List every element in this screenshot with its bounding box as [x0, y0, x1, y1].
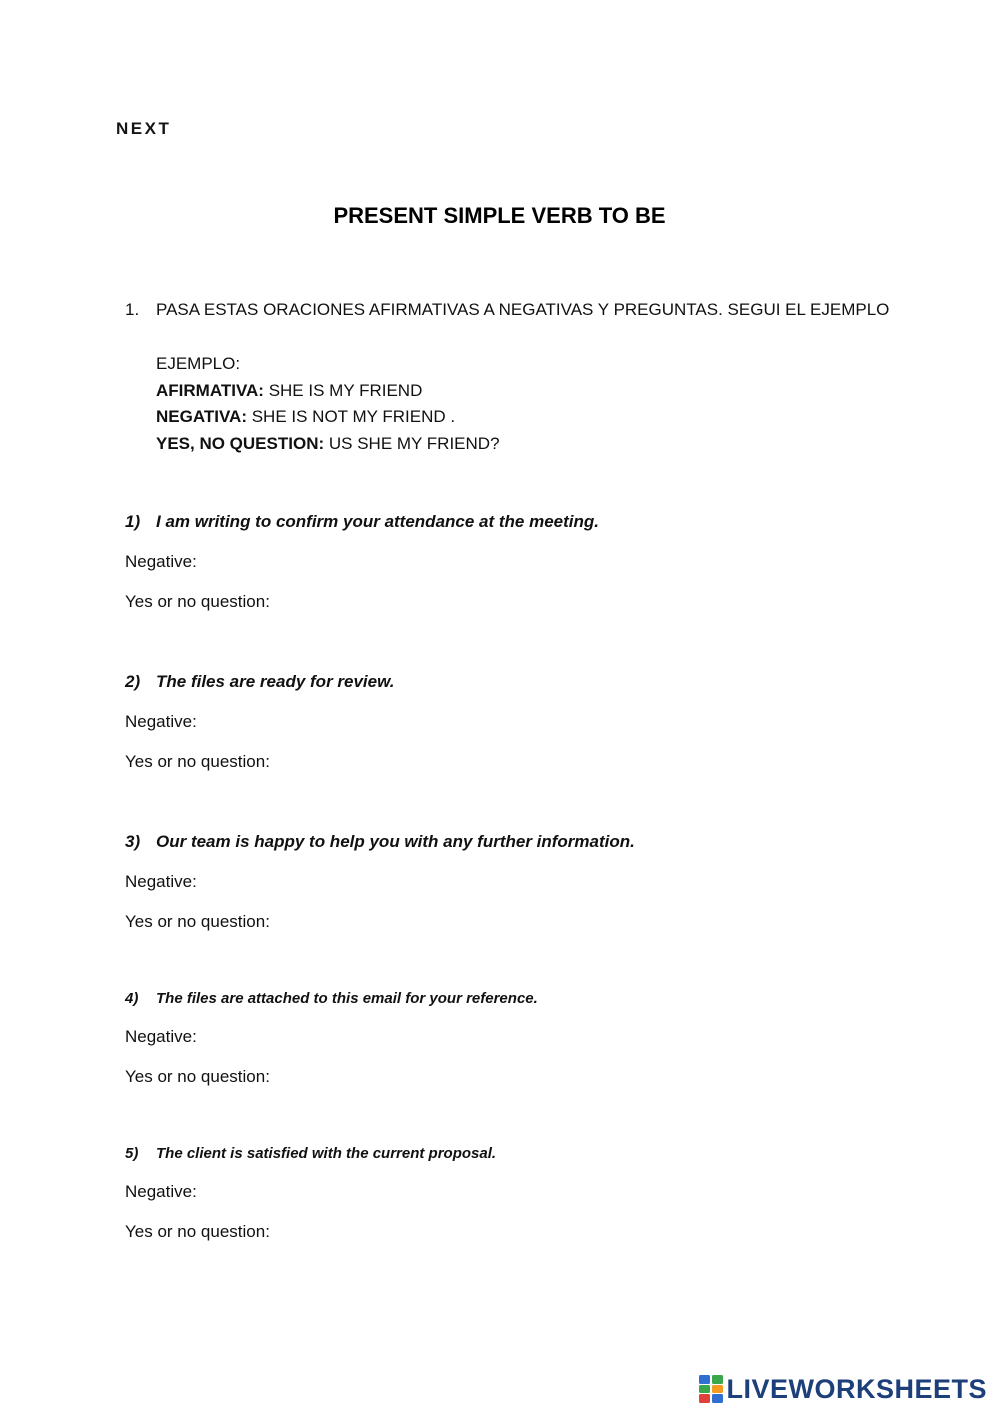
example-negative-label: NEGATIVA: — [156, 407, 247, 426]
next-logo: NEXT — [116, 119, 172, 138]
question-4 — [125, 990, 538, 1007]
question-1 — [125, 512, 599, 532]
example-affirmative — [156, 378, 422, 405]
yes-no-question-label: Yes or no question: — [125, 1222, 270, 1241]
question-sentence: I am writing to confirm your attendance at the meeting. — [156, 512, 600, 531]
question-number: 3) — [125, 832, 141, 851]
question-number: 2) — [125, 672, 141, 691]
question-sentence: The files are ready for review. — [156, 672, 395, 691]
yes-no-question-label: Yes or no question: — [125, 1067, 270, 1086]
negative-label: Negative: — [125, 712, 197, 731]
liveworksheets-brand — [699, 1372, 987, 1406]
yes-no-question-label: Yes or no question: — [125, 752, 270, 771]
example-negative-text: SHE IS NOT MY FRIEND . — [246, 407, 456, 426]
question-number: 5) — [125, 1145, 139, 1162]
example-affirmative-label: AFIRMATIVA: — [156, 381, 264, 400]
negative-label: Negative: — [125, 872, 197, 891]
question-3 — [125, 832, 635, 852]
yes-no-question-label: Yes or no question: — [125, 592, 270, 611]
question-sentence: The client is satisfied with the current proposal. — [156, 1145, 497, 1162]
question-number: 1) — [125, 512, 141, 531]
example-affirmative-text: SHE IS MY FRIEND — [263, 381, 423, 400]
yes-no-question-label: Yes or no question: — [125, 912, 270, 931]
question-sentence: Our team is happy to help you with any further information. — [156, 832, 635, 851]
page-title: PRESENT SIMPLE VERB TO BE — [333, 203, 666, 228]
example-negative — [156, 404, 455, 431]
liveworksheets-icon — [699, 1375, 723, 1403]
instruction-number: 1. — [125, 300, 140, 319]
question-sentence: The files are attached to this email for your reference. — [156, 990, 538, 1007]
example-question-text: US SHE MY FRIEND? — [324, 434, 500, 453]
question-5 — [125, 1145, 496, 1162]
question-number: 4) — [125, 990, 139, 1007]
example-question — [156, 431, 500, 458]
liveworksheets-wordmark: LIVEWORKSHEETS — [726, 1373, 987, 1404]
negative-label: Negative: — [125, 1182, 197, 1201]
negative-label: Negative: — [125, 1027, 197, 1046]
example-question-label: YES, NO QUESTION: — [156, 434, 325, 453]
negative-label: Negative: — [125, 552, 197, 571]
question-2 — [125, 672, 394, 692]
instruction-text: PASA ESTAS ORACIONES AFIRMATIVAS A NEGATIVAS Y PREGUNTAS. SEGUI EL EJEMPLO — [156, 300, 890, 319]
example-heading: EJEMPLO: — [156, 354, 241, 373]
